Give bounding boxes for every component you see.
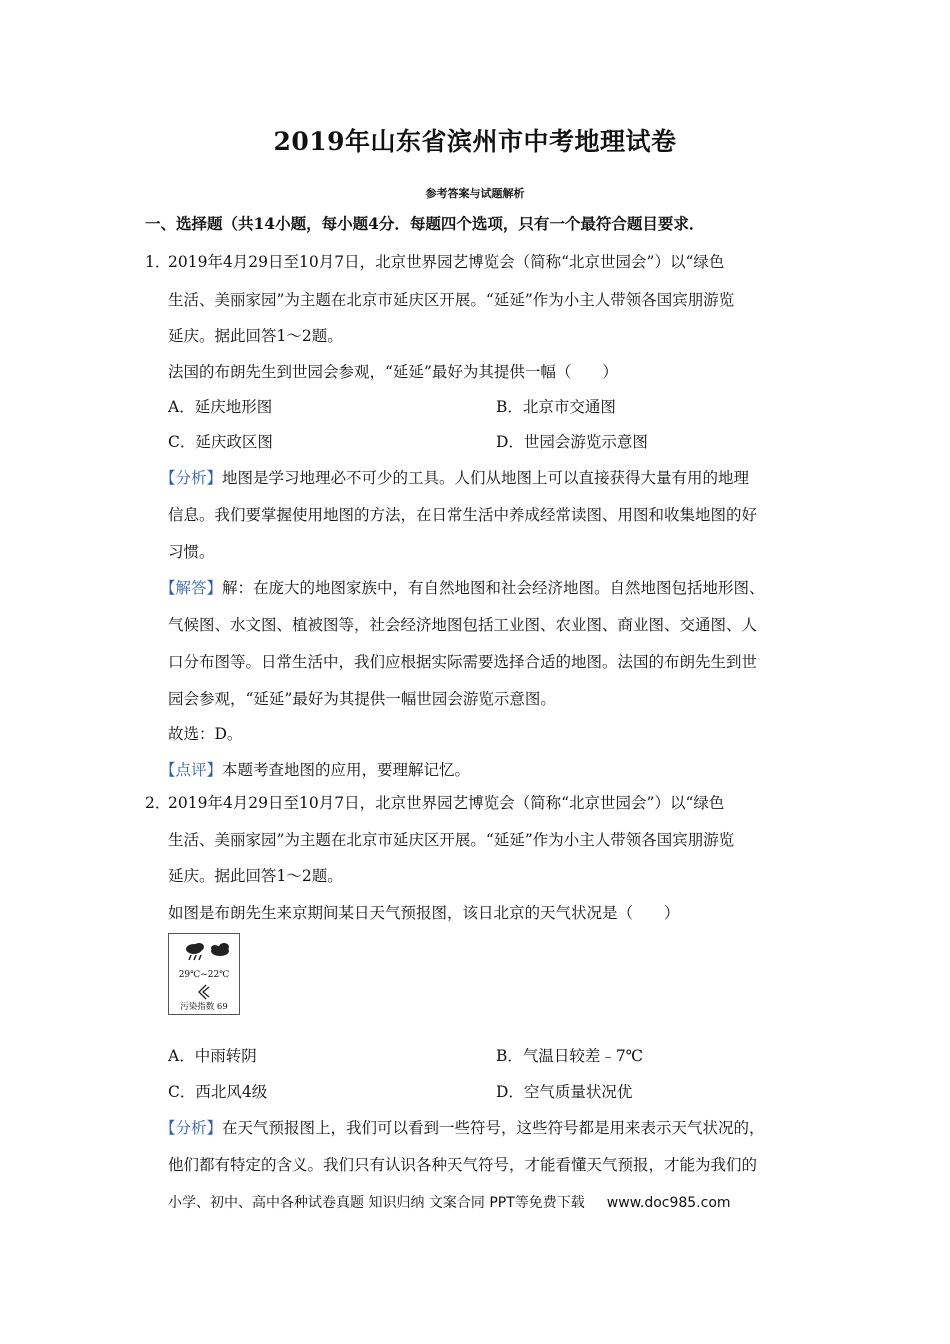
question-1-option-c: C．延庆政区图 [168,433,273,451]
question-1-analysis-line: 【分析】地图是学习地理必不可少的工具。人们从地图上可以直接获得大量有用的地理 [160,469,750,487]
question-1-answer-line: 园会参观，“延延”最好为其提供一幅世园会游览示意图。 [168,690,556,708]
question-2-stem-line: 2019年4月29日至10月7日，北京世界园艺博览会（简称“北京世园会”）以“绿色 [168,794,725,812]
question-2-option-c: C．西北风4级 [168,1083,268,1101]
footer-text: 小学、初中、高中各种试卷真题 知识归纳 文案合同 PPT等免费下载 [168,1195,585,1211]
question-1-answer-line: 气候图、水文图、植被图等，社会经济地图包括工业图、农业图、商业图、交通图、人 [168,616,758,634]
question-2-stem-line: 如图是布朗先生来京期间某日天气预报图，该日北京的天气状况是（ ） [168,904,680,922]
question-1-choice: 故选：D。 [168,725,243,743]
weather-temperature: 29℃~22℃ [178,970,230,980]
rain-cloud-icon [183,940,233,962]
wind-arrow-icon [194,984,214,1000]
footer-url[interactable]: www.doc985.com [606,1195,731,1211]
question-1-answer-line: 口分布图等。日常生活中，我们应根据实际需要选择合适的地图。法国的布朗先生到世 [168,653,758,671]
page-title: 2019年山东省滨州市中考地理试卷 [273,127,677,156]
question-2-stem-line: 延庆。据此回答1～2题。 [168,867,343,885]
question-1-analysis-line: 信息。我们要掌握使用地图的方法，在日常生活中养成经常读图、用图和收集地图的好 [168,506,758,524]
question-2-option-b: B．气温日较差﹣7℃ [496,1047,644,1065]
question-2-analysis-line: 他们都有特定的含义。我们只有认识各种天气符号，才能看懂天气预报，才能为我们的 [168,1156,758,1174]
question-1-stem-line: 2019年4月29日至10月7日，北京世界园艺博览会（简称“北京世园会”）以“绿色 [168,253,725,271]
page-footer [168,1192,731,1212]
question-1-answer-line: 【解答】解：在庞大的地图家族中，有自然地图和社会经济地图。自然地图包括地形图、 [160,579,765,597]
analysis-tag: 【分析】 [160,1119,223,1137]
weather-pollution-index: 污染指数 69 [180,1002,228,1012]
section-heading: 一、选择题（共14小题，每小题4分．每题四个选项，只有一个最符合题目要求． [145,214,705,233]
page-subtitle: 参考答案与试题解析 [425,187,525,200]
answer-tag: 【解答】 [160,579,223,597]
cloudy-icon [211,943,229,956]
question-1-option-a: A．延庆地形图 [168,398,273,416]
question-1-analysis-line: 习惯。 [168,543,215,561]
question-1-option-d: D．世园会游览示意图 [496,433,648,451]
analysis-tag: 【分析】 [160,469,223,487]
question-2-stem-line: 生活、美丽家园”为主题在北京市延庆区开展。“延延”作为小主人带领各国宾朋游览 [168,831,735,849]
question-1-comment-line: 【点评】本题考查地图的应用，要理解记忆。 [160,761,471,779]
question-1-stem-line: 延庆。据此回答1～2题。 [168,327,343,345]
question-1-stem-line: 生活、美丽家园”为主题在北京市延庆区开展。“延延”作为小主人带领各国宾朋游览 [168,291,735,309]
question-2-option-a: A．中雨转阴 [168,1047,257,1065]
question-2-number: 2． [145,794,171,812]
question-1-stem-line: 法国的布朗先生到世园会参观，“延延”最好为其提供一幅（ ） [168,363,618,381]
weather-forecast-figure [168,933,240,1015]
question-1-number: 1． [145,253,171,271]
question-2-analysis-line: 【分析】在天气预报图上，我们可以看到一些符号，这些符号都是用来表示天气状况的， [160,1119,765,1137]
question-2-option-d: D．空气质量状况优 [496,1083,633,1101]
question-1-option-b: B．北京市交通图 [496,398,616,416]
comment-tag: 【点评】 [160,761,223,779]
